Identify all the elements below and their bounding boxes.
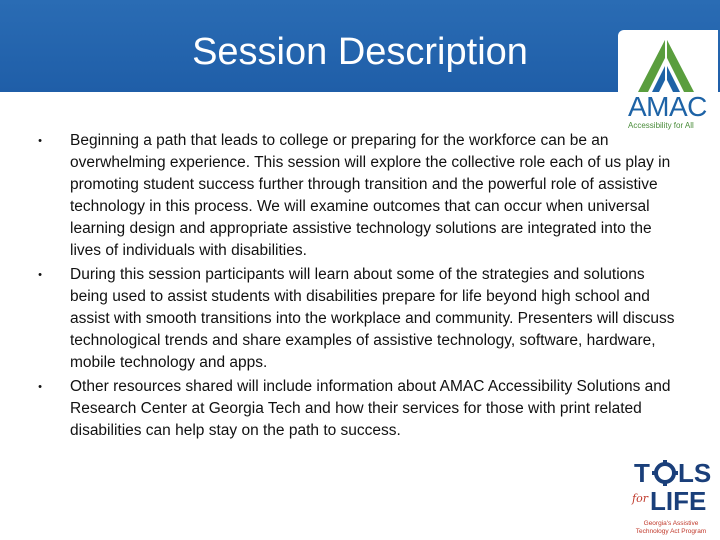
slide-title: Session Description [192,31,528,73]
gear-icon [652,460,678,486]
bullet-list [40,130,685,444]
tools-for-text: for [632,492,648,505]
bullet-item-3 [40,376,685,442]
bullet-marker: • [38,269,42,281]
bullet-text-3: Other resources shared will include information about AMAC Accessibility Solutions and Research Center at Georgia Tech and how their services for those with print related disabilities can help stay on the path to success. [70,378,671,439]
tools-letter-t: T [634,458,650,488]
bullet-item-2 [40,264,685,374]
amac-logo [618,30,718,132]
amac-mountain-icon [618,30,718,100]
bullet-marker: • [38,381,42,393]
bullet-item-1 [40,130,685,262]
tools-caption: Georgia's Assistive Technology Act Program [635,520,707,535]
bullet-marker: • [38,135,42,147]
amac-wordmark: AMAC [628,91,707,122]
bullet-text-2: During this session participants will learn about some of the strategies and solutions being used to assist students with disabilities prepare for life beyond high school and assist with smooth transitions into the workplace and community. Presenters will discuss technological trends and share examples of assistive technology, software, hardware, mobile technology and apps. [70,266,675,371]
amac-tagline: Accessibility for All [628,121,694,130]
tools-letters-ls: LS [678,458,712,488]
tools-for-life-logo [628,458,714,540]
tools-life-text: LIFE [650,486,707,516]
bullet-text-1: Beginning a path that leads to college or preparing for the workforce can be an overwhelming experience. This session will explore the collective role each of us play in promoting student success further through transition and the powerful role of assistive technology in this process. We will examine outcomes that can occur when universal learning design and appropriate assistive technology solutions are integrated into the lives of individuals with disabilities. [70,132,671,259]
